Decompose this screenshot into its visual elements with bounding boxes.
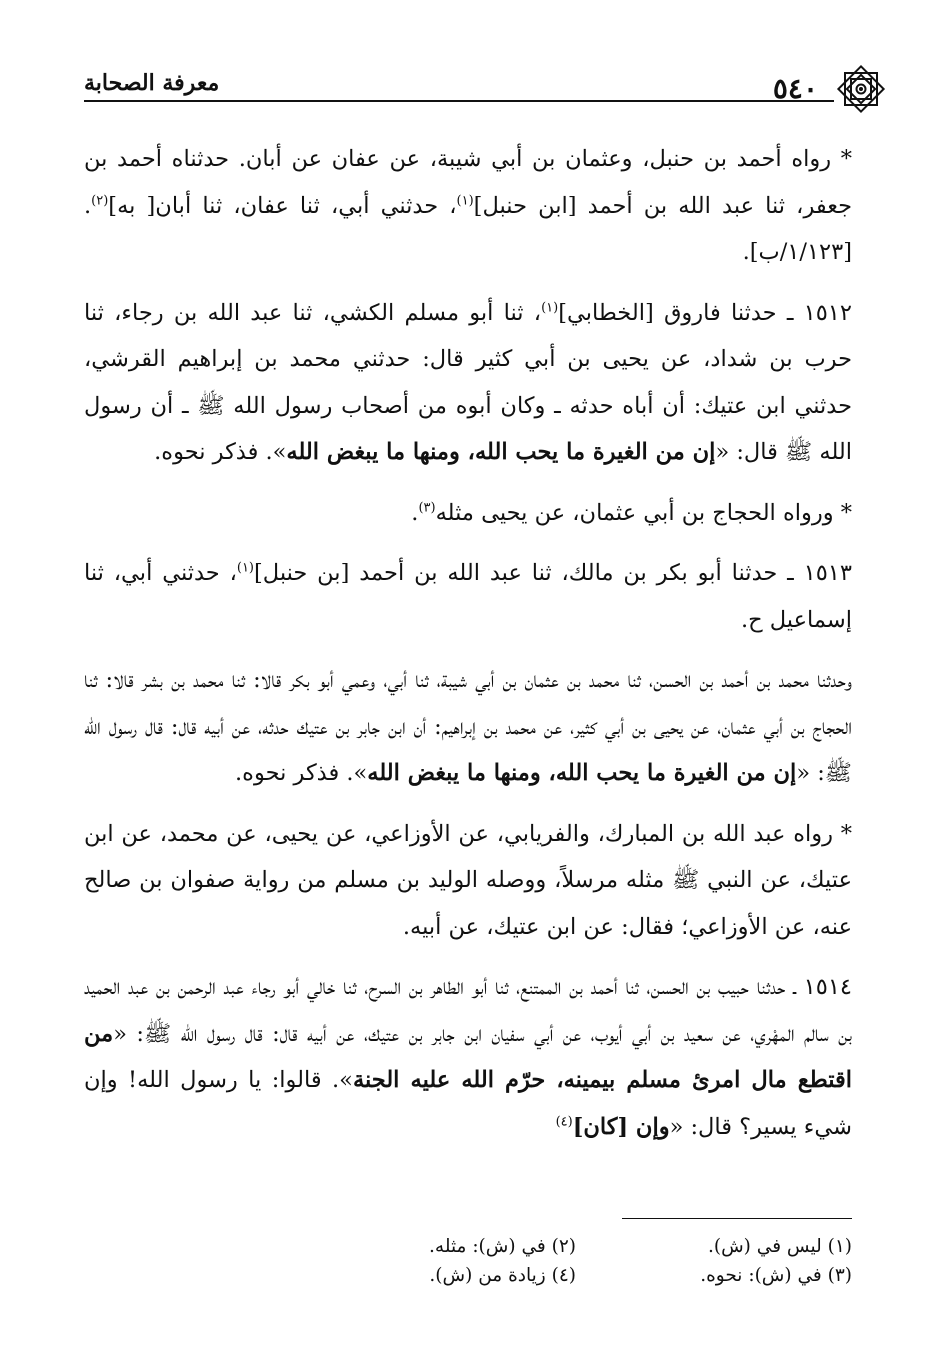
footnote-item	[300, 1261, 576, 1290]
paragraph-p1	[84, 136, 852, 276]
footnote-marker: (٣)	[418, 500, 436, 515]
footnote-item	[576, 1261, 852, 1290]
text-run: ». فذكر نحوه.	[154, 439, 287, 465]
hadith-text: إن من الغيرة ما يحب الله، ومنها ما يبغض الله	[367, 760, 797, 786]
footnote-row	[300, 1232, 852, 1261]
footnote-number: (٢)	[551, 1236, 576, 1257]
text-run: * رواه أحمد بن حنبل، وعثمان بن أبي شيبة، عن عفان عن أبان. حدثناه أحمد بن جعفر، ثنا عبد الله بن أحمد [ابن حنبل]	[84, 146, 853, 219]
footnote-marker: (١)	[236, 560, 254, 576]
octagonal-star-ornament-icon	[834, 62, 888, 116]
paragraph-p2	[84, 290, 852, 476]
hadith-text: من اقتطع مال امرئ مسلم بيمينه، حرّم الله عليه الجنة	[84, 1020, 852, 1093]
text-run: ». قالوا: يا رسول الله! وإن شيء يسير؟ قال: «	[84, 1067, 852, 1140]
paragraph-p6	[84, 811, 852, 951]
paragraph-p3	[84, 490, 852, 537]
footnote-marker: (١)	[541, 300, 559, 315]
text-run: ١٥١٤ ـ حدثنا حبيب بن الحسن، ثنا أحمد بن الممتنع، ثنا أبو الطاهر بن السرح، ثنا خالي أبو رجاء عبد الرحمن بن عبد الحميد بن سالم المهْري، عن سعيد بن أبي أيوب، عن أبي سفيان ابن جابر بن عتيك، عن أبيه قال: قال رسول الله ﷺ: «	[84, 974, 852, 1047]
footnote-number: (١)	[827, 1236, 852, 1257]
page-header	[84, 62, 882, 112]
footnote-text: في (ش): نحوه.	[700, 1265, 822, 1286]
footnote-number: (٤)	[551, 1265, 576, 1286]
text-run: * ورواه الحجاج بن أبي عثمان، عن يحيى مثله	[435, 499, 852, 526]
footnote-marker: (٢)	[91, 193, 109, 208]
text-run: ، حدثني أبي، ثنا عفان، ثنا أبان[ به]	[108, 192, 457, 219]
text-run: * رواه عبد الله بن المبارك، والفريابي، عن الأوزاعي، عن يحيى، عن محمد، عن ابن عتيك، عن النبي ﷺ مثله مرسلاً، ووصله الوليد بن مسلم من رواية صفوان بن صالح عنه، عن الأوزاعي؛ فقال: عن ابن عتيك، عن أبيه.	[84, 820, 852, 940]
footnote-number: (٣)	[827, 1265, 852, 1286]
paragraph-p7	[84, 964, 852, 1150]
text-run: ١٥١٢ ـ حدثنا فاروق [الخطابي]	[558, 299, 852, 326]
footnote-item	[300, 1232, 576, 1261]
text-run: ، حدثني أبي، ثنا إسماعيل ح.	[84, 560, 852, 633]
text-run: ». فذكر نحوه.	[235, 760, 368, 786]
running-title: معرفة الصحابة	[84, 70, 220, 96]
page-number: ٥٤٠	[772, 72, 818, 105]
footnote-text: في (ش): مثله.	[429, 1236, 546, 1257]
paragraph-p5	[84, 657, 852, 797]
text-run: ، ثنا أبو مسلم الكشي، ثنا عبد الله بن رجاء، ثنا حرب بن شداد، عن يحيى بن أبي كثير قال: حدثني محمد بن إبراهيم القرشي، حدثني ابن عتيك: أن أباه حدثه ـ وكان أبوه من أصحاب رسول الله ﷺ ـ أن رسول الله ﷺ قال: «	[84, 299, 852, 465]
hadith-text: وإن [كان]	[572, 1113, 670, 1140]
hadith-text: إن من الغيرة ما يحب الله، ومنها ما يبغض الله	[286, 439, 716, 465]
body-text	[84, 136, 852, 1164]
footnote-text: زيادة من (ش).	[429, 1265, 546, 1286]
text-run: وحدثنا محمد بن أحمد بن الحسن، ثنا محمد بن عثمان بن أبي شيبة، ثنا أبي، وعمي أبو بكر قالا: ثنا محمد بن بشر قالا: ثنا الحجاج بن أبي عثمان، عن يحيى بن أبي كثير، عن محمد بن إبراهيم: أن ابن جابر بن عتيك حدثه، عن أبيه قال: قال رسول الله ﷺ: «	[84, 667, 852, 786]
text-run: . [١/١٢٣/ب].	[84, 192, 852, 265]
footnote-text: ليس في (ش).	[708, 1236, 822, 1257]
header-rule	[84, 100, 834, 102]
footnote-row	[300, 1261, 852, 1290]
footnote-rule	[622, 1218, 852, 1219]
footnote-item	[576, 1232, 852, 1261]
text-run: .	[411, 499, 419, 526]
text-run: ١٥١٣ ـ حدثنا أبو بكر بن مالك، ثنا عبد الله بن أحمد [بن حنبل]	[254, 560, 852, 586]
footnote-marker: (١)	[456, 193, 474, 208]
footnote-marker: (٤)	[555, 1114, 573, 1129]
footnotes	[300, 1232, 852, 1290]
paragraph-p4	[84, 550, 852, 643]
